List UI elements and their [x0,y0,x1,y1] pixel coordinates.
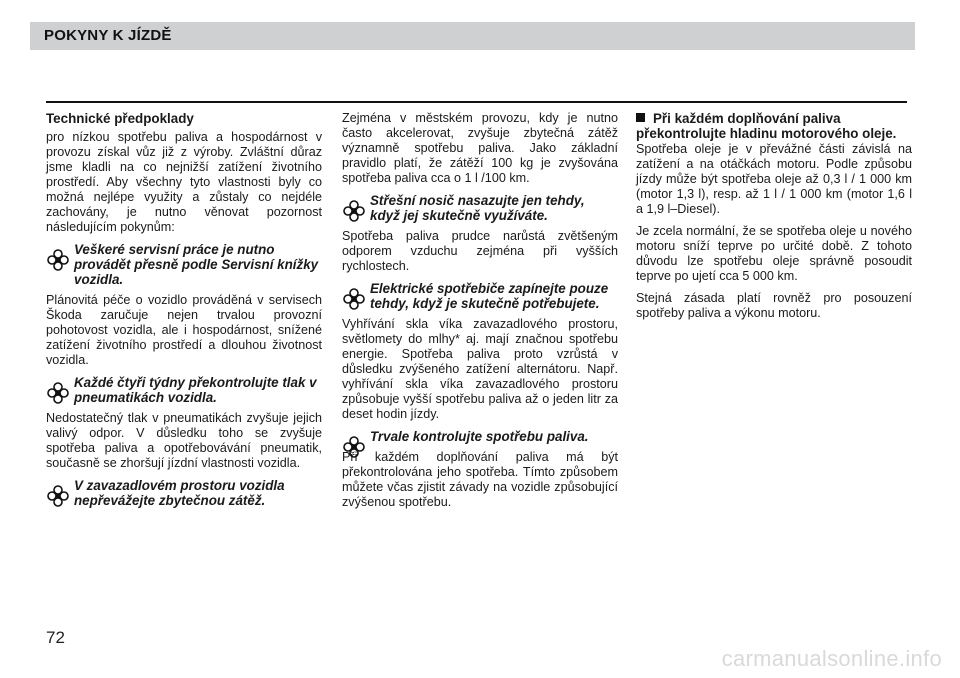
column-1 [46,111,322,514]
watermark: carmanualsonline.info [721,646,942,671]
tip-block [46,375,322,405]
paragraph: Nedostatečný tlak v pneumatikách zvyšuje jejich valivý odpor. V důsledku toho se zvyšuje spotřeba paliva a opotřebovávání pneumatik, současně se zhoršují jízdní vlastnosti vozidla. [46,411,322,470]
divider-rule [46,101,907,103]
tip-text: Veškeré servisní práce je nutno provádět přesně podle Servisní knížky vozidla. [74,242,319,287]
column-2 [342,111,618,517]
square-bullet-icon [636,113,645,122]
tip-block [46,242,322,287]
tip-block [46,478,322,508]
section-heading-text: Při každém doplňování paliva překontrolujte hladinu motorového oleje. [636,111,897,141]
tip-block [342,281,618,311]
flower-icon [46,248,70,272]
tip-block [342,193,618,223]
page-title: POKYNY K JÍZDĚ [44,27,172,44]
tip-text: V zavazadlovém prostoru vozidla nepřevážejte zbytečnou zátěž. [74,478,285,508]
flower-icon [46,381,70,405]
flower-icon [342,199,366,223]
flower-icon [342,435,366,459]
paragraph: Plánovitá péče o vozidlo prováděná v servisech Škoda zaručuje nejen trvalou provozní pohotovost vozidla, ale i hospodárnost, snížené zatížení životního prostředí a dlouhou životnost vozidla. [46,293,322,367]
paragraph: Je zcela normální, že se spotřeba oleje u nového motoru sníží teprve po určité době. Z tohoto důvodu lze spotřebu oleje správně posoudit teprve po ujetí cca 5 000 km. [636,224,912,283]
header-bar [30,22,915,50]
flower-icon [342,287,366,311]
tip-text: Elektrické spotřebiče zapínejte pouze tehdy, když je skutečně potřebujete. [370,281,609,311]
paragraph: Zejména v městském provozu, kdy je nutno často akcelerovat, zvyšuje zbytečná zátěž významně spotřebu paliva. Jako základní pravidlo platí, že zátěží 100 kg je zvyšována spotřeba paliva cca o 1 l /100 km. [342,111,618,185]
page-number: 72 [46,628,65,647]
paragraph: Stejná zásada platí rovněž pro posouzení spotřeby paliva a výkonu motoru. [636,291,912,320]
section-heading [636,111,912,141]
flower-icon [46,484,70,508]
paragraph: Spotřeba oleje je v převážné části závislá na zatížení a na otáčkách motoru. Podle způsobu jízdy může být spotřeba oleje až 0,3 l / 1 000 km (motor 1,3 l), resp. až 1 l / 1 000 km (motor 1,6 l a 1,9 l–Diesel). [636,142,912,216]
paragraph: Spotřeba paliva prudce narůstá zvětšeným odporem vzduchu zejména při vyšších rychlostech. [342,229,618,273]
column-3 [636,111,912,328]
paragraph: Při každém doplňování paliva má být překontrolována jeho spotřeba. Tímto způsobem můžete včas zjistit závady na vozidle způsobující zvýšenou spotřebu. [342,450,618,509]
tip-block [342,429,618,444]
paragraph: Vyhřívání skla víka zavazadlového prostoru, světlomety do mlhy* aj. mají značnou spotřebu energie. Spotřeba paliva proto vzrůstá v důsledku zvýšeného zatížení alternátoru. Např. vyhřívání skla víka zavazadlového prostoru způsobuje vyšší spotřebu paliva až o jeden litr za deset hodin jízdy. [342,317,618,421]
tip-text: Každé čtyři týdny překontrolujte tlak v pneumatikách vozidla. [74,375,317,405]
tip-text: Trvale kontrolujte spotřebu paliva. [370,429,589,444]
paragraph: pro nízkou spotřebu paliva a hospodárnost v provozu získal vůz již z výroby. Zvláštní důraz jsme kladli na co nejnižší zatížení životního prostředí. Aby všechny tyto vlastnosti byly co možná nejlépe využity a zůstaly co nejdéle zachovány, je nutno věnovat pozornost následujícím pokynům: [46,130,322,234]
tip-text: Střešní nosič nasazujte jen tehdy, když jej skutečně využíváte. [370,193,585,223]
section-heading: Technické předpoklady [46,111,194,126]
